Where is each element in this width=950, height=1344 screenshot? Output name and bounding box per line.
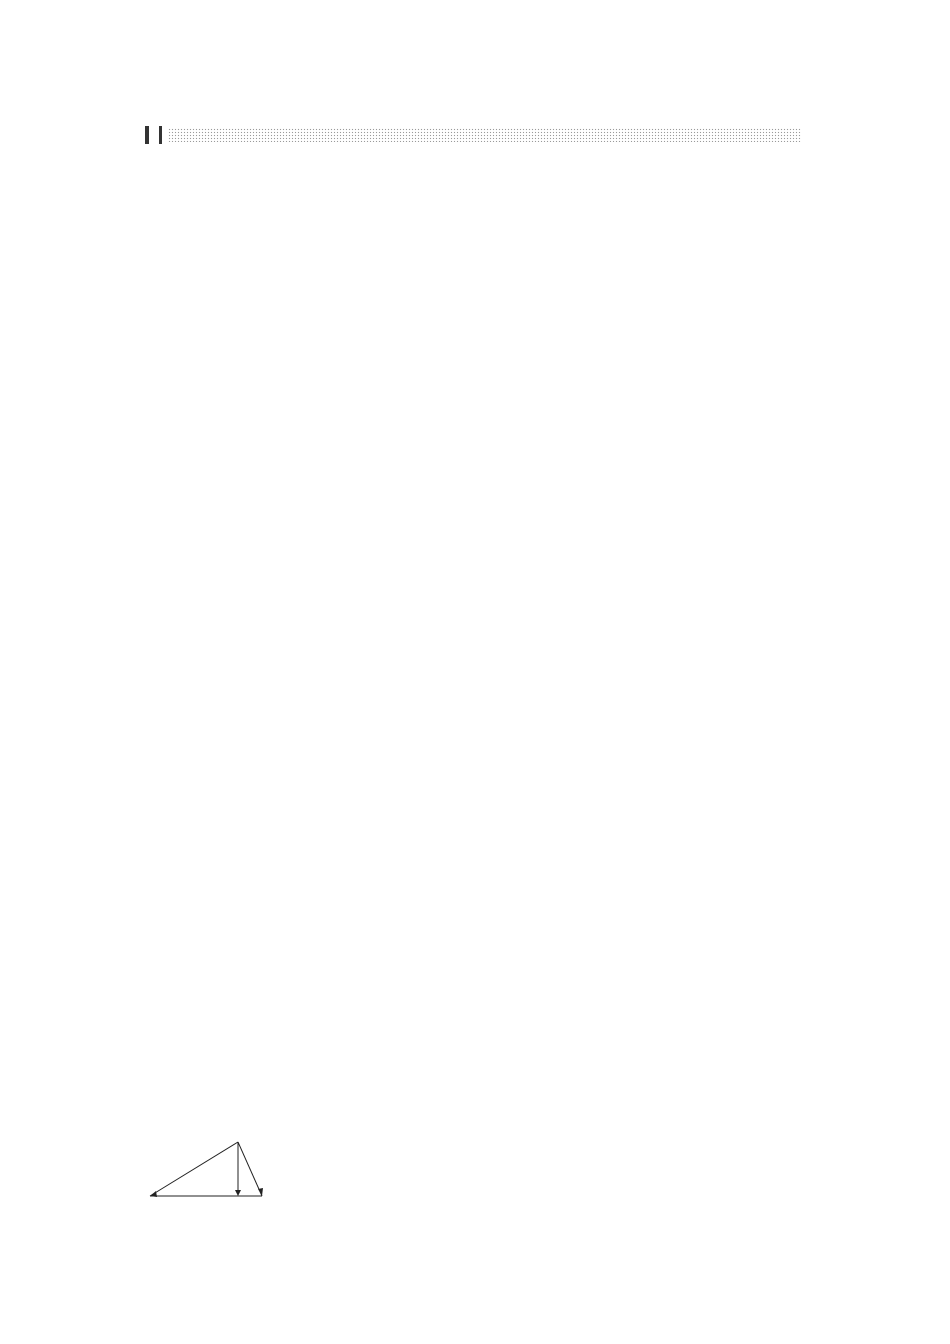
option-c: [145, 229, 475, 257]
document-body: [145, 118, 815, 450]
side-ab: [150, 1142, 238, 1196]
arrowhead-c: [258, 1188, 263, 1196]
option-c: [145, 422, 475, 450]
option-b: [475, 395, 805, 423]
option-a: [145, 202, 475, 230]
arrowhead-b: [150, 1191, 157, 1197]
subsection-title: [145, 146, 815, 174]
arrowhead-d: [235, 1190, 241, 1196]
question-2-stem: [145, 367, 815, 395]
analysis-line: [145, 312, 815, 340]
section-dotted-divider: [168, 128, 801, 142]
question-2-options-row: [145, 395, 815, 423]
analysis-line: [145, 257, 815, 285]
triangle-diagram: [140, 1128, 280, 1218]
option-a: [145, 395, 475, 423]
answer-line: [145, 340, 815, 368]
option-b: [475, 202, 805, 230]
question-1-stem: [145, 174, 815, 202]
side-ac: [238, 1142, 262, 1196]
option-d: [475, 422, 805, 450]
section-header: [145, 124, 815, 146]
section-bar-mark: [145, 126, 149, 144]
option-d: [475, 229, 805, 257]
question-2-options-row: [145, 422, 815, 450]
analysis-line: [145, 284, 815, 312]
section-bar-mark: [159, 126, 162, 144]
question-1-options-row: [145, 202, 815, 230]
question-1-options-row: [145, 229, 815, 257]
